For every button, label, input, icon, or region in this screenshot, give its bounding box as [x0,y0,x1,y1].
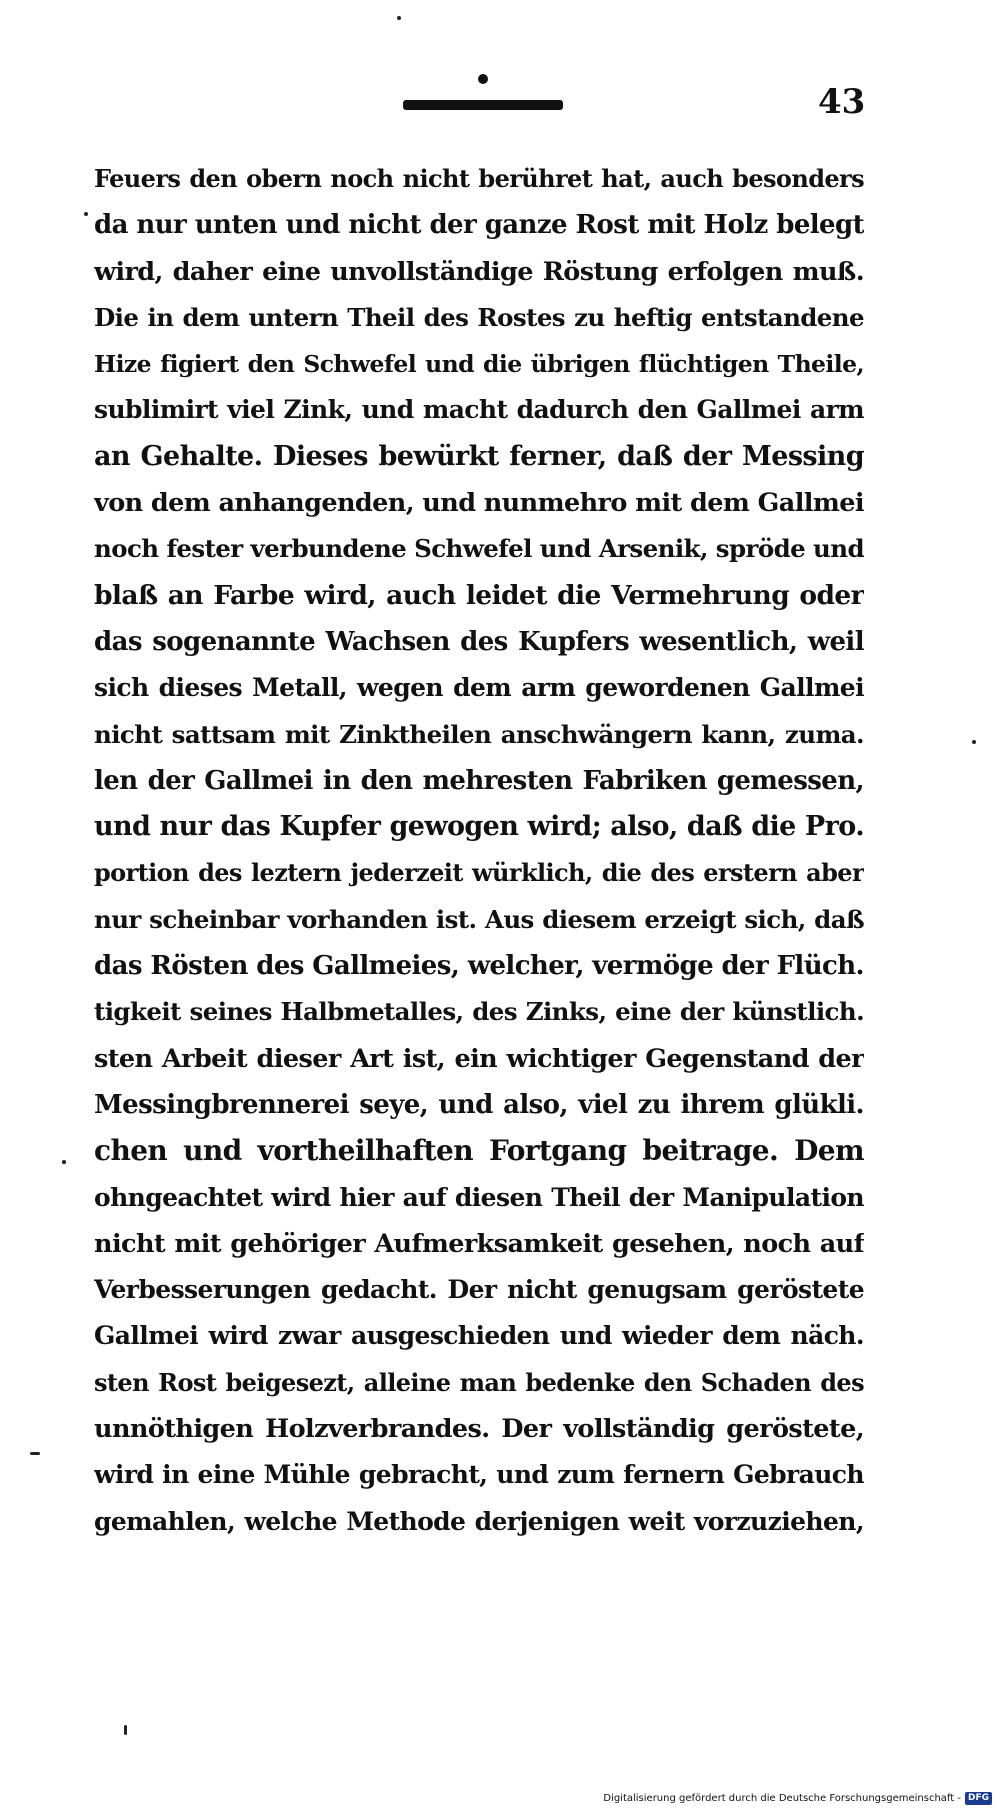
text-line: ohngeachtet wird hier auf diesen Theil der Manipulation [94,1182,864,1212]
dfg-logo: DFG [965,1792,992,1805]
text-line: an Gehalte. Dieses bewürkt ferner, daß der Messing [94,440,864,472]
text-line: gemahlen, welche Methode derjenigen weit vorzuziehen, [94,1506,864,1536]
text-line: sten Rost beigesezt, alleine man bedenke den Schaden des [94,1367,864,1397]
text-line: Hize figiert den Schwefel und die übrigen flüchtigen Theile, [94,350,864,379]
text-line: sich dieses Metall, wegen dem arm gewordenen Gallmei [94,673,864,703]
body-text [94,156,864,1545]
text-line: Feuers den obern noch nicht berühret hat, auch besonders [94,164,864,193]
header-ornament-dot [478,74,488,84]
text-line: das Rösten des Gallmeies, welcher, vermöge der Flüch. [94,951,864,982]
speck [124,1725,127,1735]
text-line: sublimirt viel Zink, und macht dadurch den Gallmei arm [94,395,864,425]
speck [30,1452,40,1455]
text-line: da nur unten und nicht der ganze Rost mit Holz belegt [94,210,864,241]
text-line: nicht sattsam mit Zinktheilen anschwängern kann, zuma. [94,719,864,749]
text-line: das sogenannte Wachsen des Kupfers wesentlich, weil [94,626,864,657]
text-line: sten Arbeit dieser Art ist, ein wichtiger Gegenstand der [94,1043,864,1074]
text-line: wird in eine Mühle gebracht, und zum fernern Gebrauch [94,1460,864,1490]
text-line: Gallmei wird zwar ausgeschieden und wieder dem näch. [94,1321,864,1351]
text-line: tigkeit seines Halbmetalles, des Zinks, eine der künstlich. [94,997,864,1027]
speck [397,16,401,20]
header-rule [403,100,563,110]
text-line: Messingbrennerei seye, und also, viel zu ihrem glükli. [94,1089,864,1120]
text-line: wird, daher eine unvollständige Röstung erfolgen muß. [94,256,864,287]
footer-credit: Digitalisierung gefördert durch die Deutsche Forschungsgemeinschaft - [603,1792,961,1804]
text-line: nicht mit gehöriger Aufmerksamkeit gesehen, noch auf [94,1228,864,1259]
text-line: Die in dem untern Theil des Rostes zu heftig entstandene [94,302,864,332]
text-line: von dem anhangenden, und nunmehro mit dem Gallmei [94,488,864,519]
text-line: Verbesserungen gedacht. Der nicht genugsam geröstete [94,1275,864,1305]
text-line: len der Gallmei in den mehresten Fabriken gemessen, [94,765,864,796]
text-line: blaß an Farbe wird, auch leidet die Vermehrung oder [94,579,864,611]
text-line: portion des leztern jederzeit würklich, die des erstern aber [94,858,864,888]
text-line: und nur das Kupfer gewogen wird; also, daß die Pro. [94,811,864,843]
text-line: unnöthigen Holzverbrandes. Der vollständig geröstete, [94,1414,864,1445]
speck [62,1160,66,1164]
page-number: 43 [818,82,866,122]
text-line: chen und vortheilhaften Fortgang beitrage. Dem [94,1134,864,1168]
text-line: nur scheinbar vorhanden ist. Aus diesem erzeigt sich, daß [94,904,864,934]
speck [84,212,88,216]
text-line: noch fester verbundene Schwefel und Arsenik, spröde und [94,534,864,564]
digitization-footer [603,1790,992,1806]
speck [972,740,976,744]
